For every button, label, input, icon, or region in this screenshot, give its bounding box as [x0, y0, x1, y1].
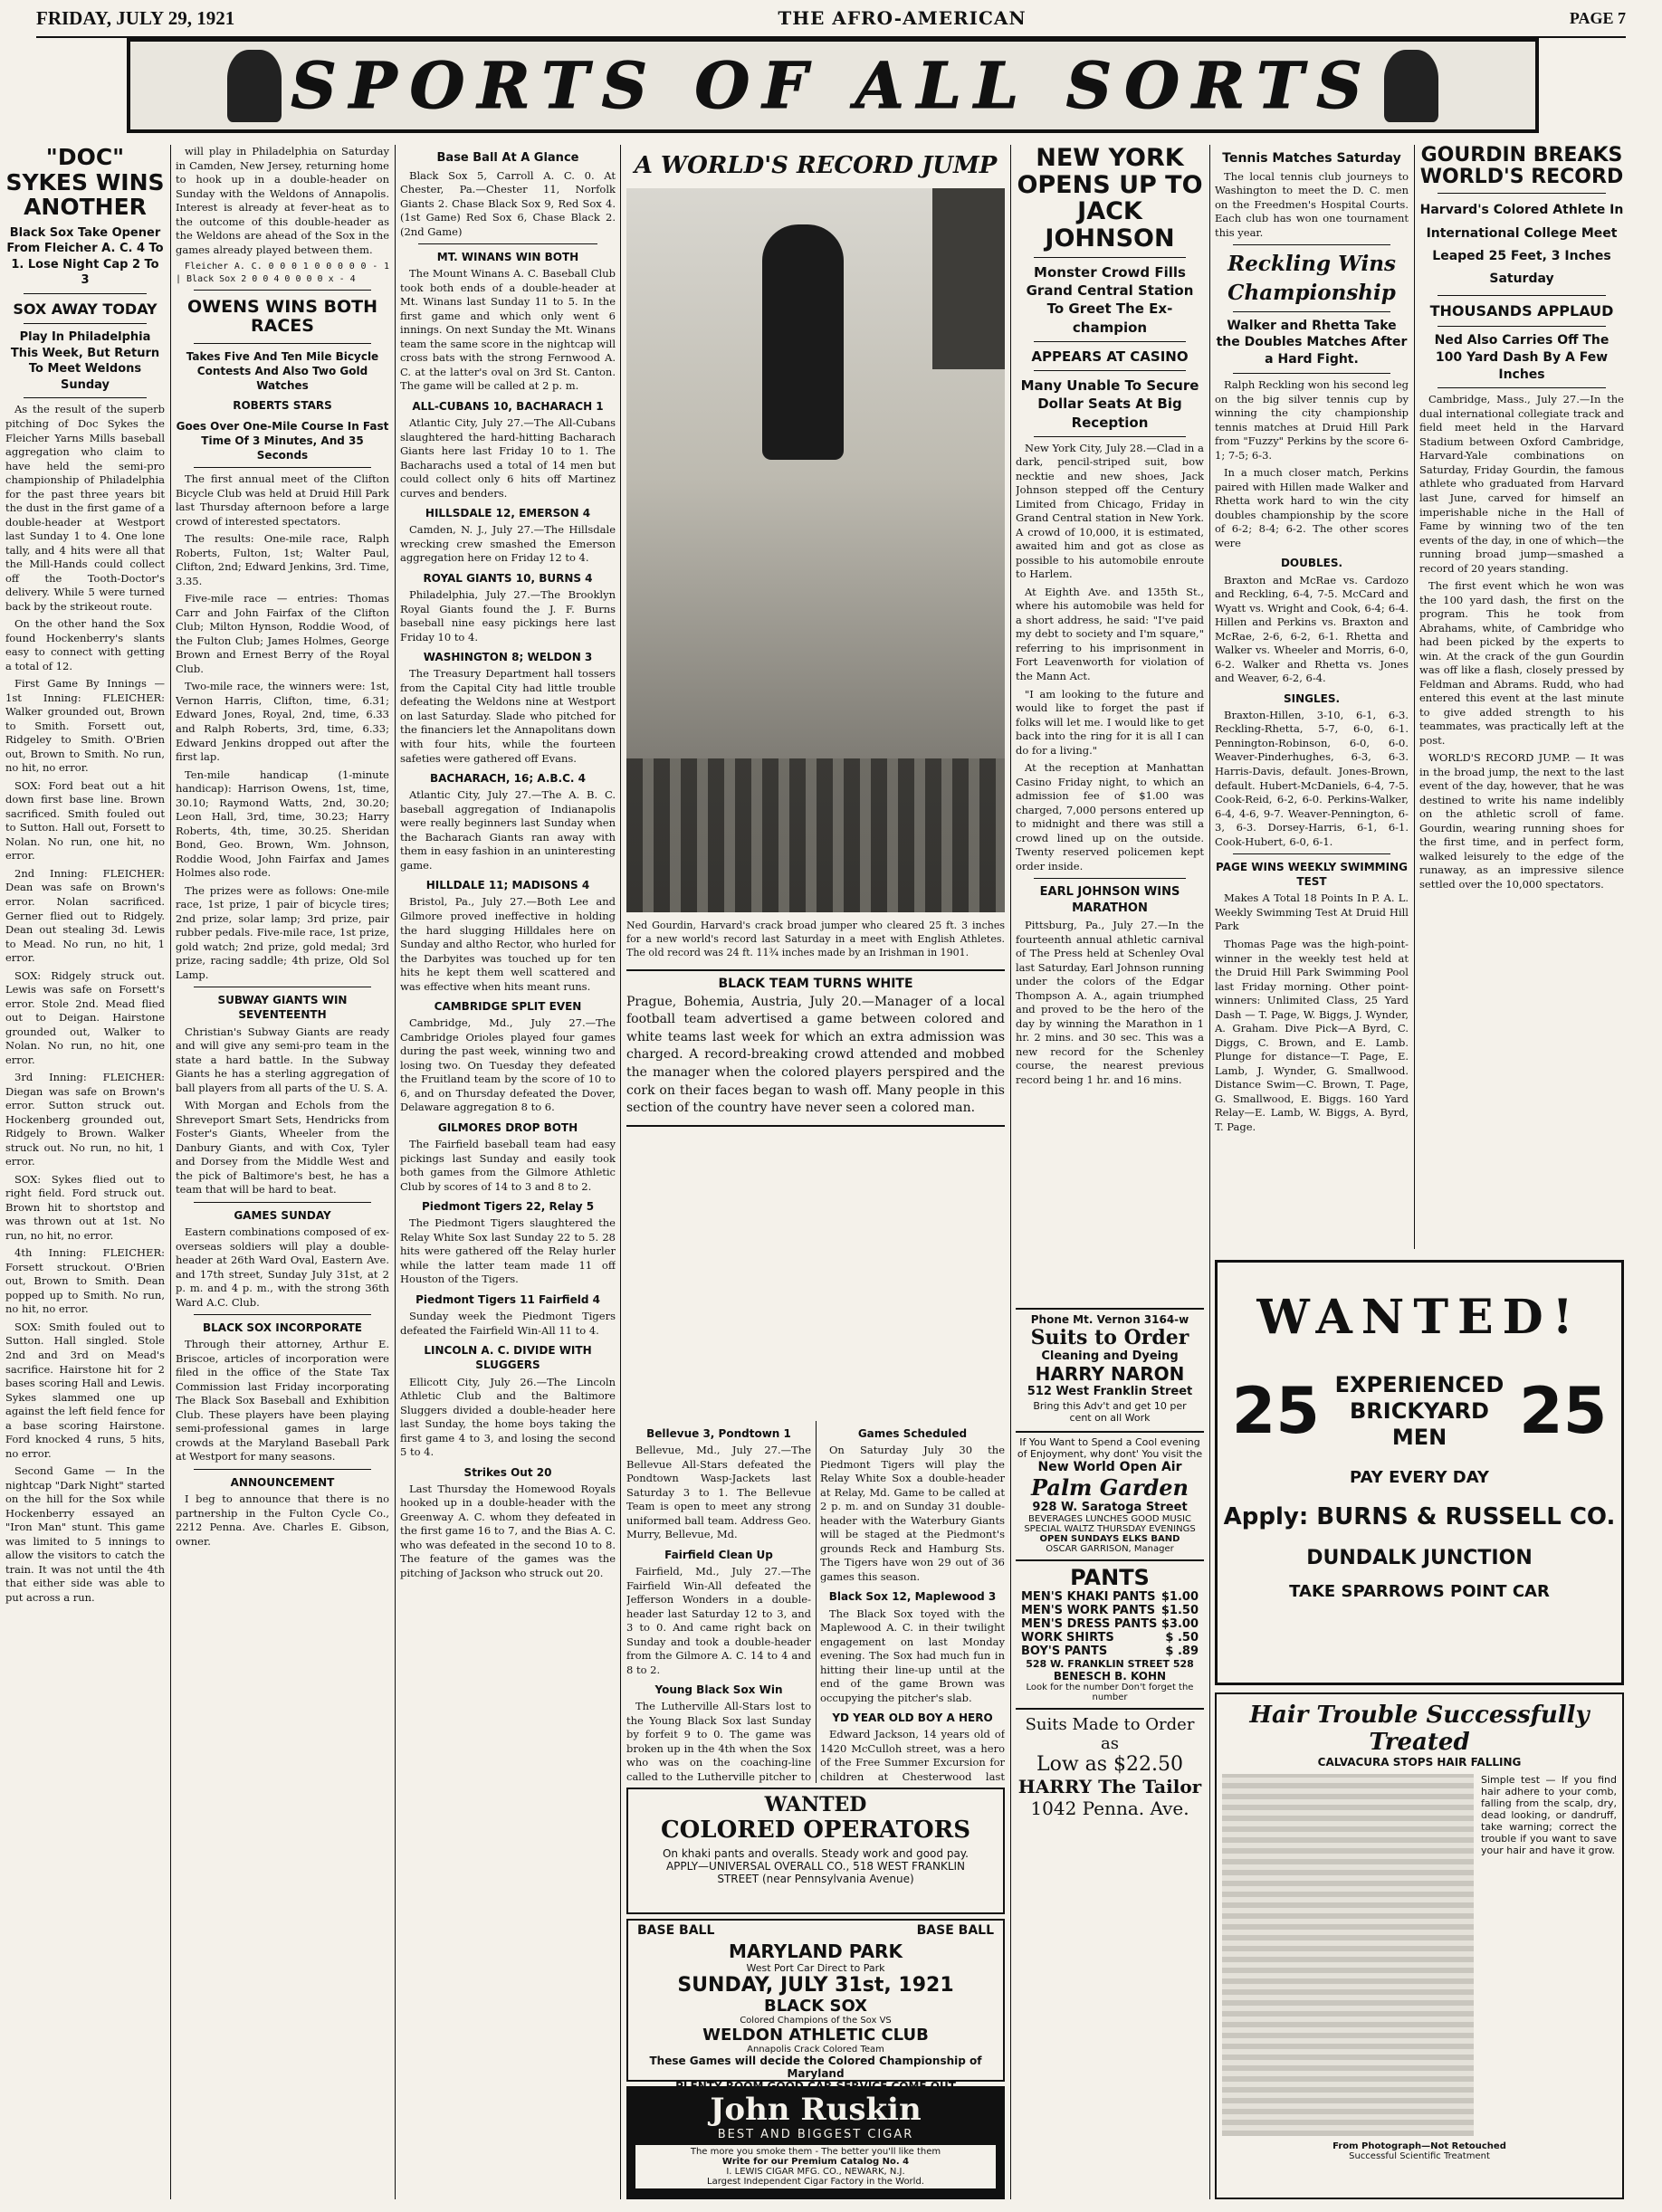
- ad-prop: OSCAR GARRISON, Manager: [1046, 1544, 1174, 1554]
- paragraph: Bristol, Pa., July 27.—Both Lee and Gilmore proved ineffective in holding the hard slugging Hilldales here on Sunday and altho Rector, who hurled for the Darbyites was touched up for ten hits he kept them well scattered and was effective when hits meant runs.: [400, 895, 616, 993]
- paragraph: Cambridge, Mass., July 27.—In the dual international collegiate track and field meet held in the Harvard Stadium between Oxford Cambridge, Harvard-Yale combinations on Saturday, Friday Gourdin, the famous athlete who graduated from Harvard last June, carved for himself an imperishable niche in the Hall of Fame by winning two of the ten events of the day, in one of which—the running broad jump—smashed a record of 20 years standing.: [1419, 393, 1624, 575]
- paragraph: SOX: Ridgely struck out. Lewis was safe on Forsett's error. Stole 2nd. Mead flied out to Deigan. Hairstone grounded out, Walker to Nolan. No run, no hit, one error.: [5, 968, 165, 1066]
- subhead: DOUBLES.: [1280, 557, 1343, 570]
- issue-date: FRIDAY, JULY 29, 1921: [36, 6, 235, 29]
- ad-phone: Phone Mt. Vernon 3164-w: [1030, 1313, 1189, 1326]
- subhead: HILLSDALE 12, EMERSON 4: [425, 507, 591, 520]
- paragraph: 2nd Inning: FLEICHER: Dean was safe on Brown's error. Nolan sacrificed. Gerner flied out to Ridgely. Dean out stealing 3d. Lewis to Mead. No run, no hit, 1 error.: [5, 866, 165, 965]
- article-sykes: [5, 145, 165, 2199]
- item-price: $1.00: [1161, 1590, 1199, 1604]
- headline: OWENS WINS BOTH RACES: [186, 297, 377, 337]
- subhead: Games Scheduled: [857, 1427, 968, 1440]
- versus: VS: [879, 2016, 892, 2026]
- baseball-briefs: [400, 145, 616, 2199]
- subhead: Strikes Out 20: [463, 1465, 552, 1479]
- paragraph: With Morgan and Echols from the Shreveport Smart Sets, Hendricks from Foster's Giants, Wheeler from the Danbury Giants, and with Cox, Tyler and Dorsey from the Middle West and the pick of Baltimore's best, he has a team that will be hard to beat.: [176, 1099, 389, 1197]
- paragraph: The first annual meet of the Clifton Bicycle Club was held at Druid Hill Park last Thursday afternoon before a large crowd of interested spectators.: [176, 472, 389, 528]
- paragraph: First Game By Innings — 1st Inning: FLEICHER: Walker grounded out, Brown to Smith. Forsett out, Ridgeley to Smith. O'Brien out, Brown to Smith. No run, no hit, no error.: [5, 677, 165, 775]
- harry-tailor-ad: [1016, 1708, 1204, 1819]
- ad-name: Palm Garden: [1030, 1474, 1189, 1501]
- calvacura-hair-ad: [1215, 1692, 1624, 2199]
- team-tagline: Annapolis Crack Colored Team: [747, 2045, 884, 2055]
- paragraph: Prague, Bohemia, Austria, July 20.—Manager of a local football team advertised a game between colored and white teams last week for which an extra admission was charged. A record-breaking crowd attended and mobbed the manager when the colored players perspired and the cork on their faces began to wash off. Many people in this section of the country have never seen a colored man.: [626, 994, 1005, 1116]
- ad-items: BEVERAGES LUNCHES GOOD MUSIC SPECIAL WALTZ THURSDAY EVENINGS: [1024, 1514, 1196, 1534]
- ad-body: Simple test — If you find hair adhere to your comb, falling from the scalp, dry, dead looking, or dandruff, take warning; correct the trouble if you want to save your hair and have it grow.: [1481, 1774, 1617, 1856]
- column-rule: [170, 145, 171, 2199]
- subhead: CAMBRIDGE SPLIT EVEN: [434, 1000, 582, 1014]
- column-rule: [816, 1421, 817, 1783]
- park-name: MARYLAND PARK: [729, 1940, 903, 1962]
- paragraph: New York City, July 28.—Clad in a dark, pencil-striped suit, bow necktie and new shoes, Jack Johnson stepped off the Century Limited from Chicago, Friday in Grand Central station in New York. A crowd of 10,000, it is estimated, awaited him and got as close as possible to his automobile enroute to Harlem.: [1016, 441, 1204, 581]
- subhead: Black Sox Take Opener From Fleicher A. C. 4 To 1. Lose Night Cap 2 To 3: [6, 225, 164, 288]
- paragraph: Ten-mile handicap (1-minute handicap): Harrison Owens, 1st, time, 30.10; Raymond Watts, 2nd, 30.20; Leon Hall, 3rd, time, 30.23; Harry Roberts, 4th, time, 30.25. Sheridan Bond, Geo. Brown, Wm. Johnson, Roddie Wood, John Fairfax and James Holmes also rode.: [176, 768, 389, 880]
- subhead: EARL JOHNSON WINS MARATHON: [1039, 885, 1180, 915]
- paragraph: The first event which he won was the 100 yard dash, the first on the program. This he took from Abrahams, white, of Cambridge who had been picked by the experts to win. At the crack of the gun Gourdin was off like a flash, closely pressed by Feldman and Abrams. Rudd, who had entered this event at the last minute to give added strength to his teammates, was practically left at the post.: [1419, 579, 1624, 747]
- ad-title: PANTS: [1070, 1565, 1150, 1590]
- ad-note: Look for the number Don't forget the number: [1026, 1683, 1194, 1702]
- team-tagline: Colored Champions of the Sox: [740, 2016, 877, 2026]
- banner-title: SPORTS OF ALL SORTS: [291, 48, 1375, 123]
- maryland-park-ad: [626, 1919, 1005, 2082]
- ad-name: BENESCH B. KOHN: [1053, 1670, 1167, 1683]
- wanted-brickyard-ad: [1215, 1260, 1624, 1685]
- brand-tagline: BEST AND BIGGEST CIGAR: [717, 2128, 914, 2141]
- ad-line: Suits Made to Order as: [1025, 1715, 1195, 1753]
- subhead: Base Ball At A Glance: [436, 151, 579, 165]
- subhead: Takes Five And Ten Mile Bicycle Contests And Also Two Gold Watches: [186, 349, 379, 393]
- subhead: ROYAL GIANTS 10, BURNS 4: [423, 571, 593, 585]
- article-jack-johnson: [1016, 145, 1204, 1303]
- ad-subtitle: COLORED OPERATORS: [660, 1816, 971, 1844]
- paragraph: Braxton and McRae vs. Cardozo and Reckling, 6-4, 7-5. McCard and Wyatt vs. Wright and Cook, 6-4; 6-4. Hillen and Perkins vs. Braxton and McRae, 2-6, 6-2, 6-1. Rhetta and Walker vs. Wheeler and Morris, 6-0, 6-2. Walker and Rhetta vs. Jones and Weaver, 6-2, 6-4.: [1215, 573, 1409, 685]
- paragraph: The Black Sox toyed with the Maplewood A. C. in their twilight engagement on last Monday evening. The Sox had much fun in hitting their line-up until at the end of the game Brown was occupying the pitcher's slab.: [820, 1607, 1005, 1704]
- paragraph: At the reception at Manhattan Casino Friday night, to which an admission fee of $1.00 was charged, 7,000 persons entered up to midnight and there was still a crowd lined up on the outside. Twenty reserved policemen kept order inside.: [1016, 761, 1204, 872]
- ad-title: Hair Trouble Successfully Treated: [1249, 1702, 1590, 1756]
- masthead: [36, 0, 1626, 36]
- paragraph: Black Sox 5, Carroll A. C. 0. At Chester, Pa.—Chester 11, Norfolk Giants 2. Chase Black Sox 9, Red Sox 4. (1st Game) Red Sox 6, Chase Black 2. (2nd Game): [400, 168, 616, 238]
- subhead: MT. WINANS WIN BOTH: [436, 251, 579, 264]
- subhead: Play In Philadelphia This Week, But Return To Meet Weldons Sunday: [10, 330, 160, 392]
- paragraph: As the result of the superb pitching of Doc Sykes the Fleicher Yarns Mills baseball aggregation who claim to have held the semi-pro championship of Philadelphia for the past three years bit the dust in the first game of a double-header at Westport last Sunday 1 to 4. One lone tally, and 4 hits were all that the Mill-Hands could collect off the Tooth-Doctor's delivery. While 5 were turned back by the strikeout route.: [5, 403, 165, 613]
- subhead: GILMORES DROP BOTH: [437, 1120, 578, 1134]
- item-price: $3.00: [1161, 1617, 1199, 1631]
- paragraph: Philadelphia, July 27.—The Brooklyn Royal Giants found the J. F. Burns baseball nine easy pickings here last Friday 10 to 4.: [400, 588, 616, 644]
- paragraph: The local tennis club journeys to Washington to meet the D. C. men on the Freedmen's Hospital Courts. Each club has won one tournament this year.: [1215, 169, 1409, 239]
- ad-offer: Bring this Adv't and get 10 per cent on all Work: [1033, 1400, 1187, 1424]
- local-briefs-left: [626, 1421, 811, 1783]
- ad-middle: EXPERIENCED BRICKYARD MEN: [1334, 1372, 1504, 1450]
- item-price: $ .50: [1165, 1631, 1199, 1645]
- team-name: WELDON ATHLETIC CLUB: [702, 2026, 929, 2045]
- pants-ad: [1016, 1559, 1204, 1702]
- article-owens: [176, 145, 389, 2199]
- ad-title: WANTED!: [1256, 1290, 1582, 1345]
- ad-address: 528 W. FRANKLIN STREET 528: [1026, 1658, 1194, 1670]
- game-date: SUNDAY, JULY 31st, 1921: [677, 1974, 954, 1997]
- paragraph: Ralph Reckling won his second leg on the big silver tennis cup by winning the city championship tennis matches at Druid Hill Park from "Fuzzy" Perkins by the score 6-1; 7-5; 6-3.: [1215, 378, 1409, 462]
- ad-lead: If You Want to Spend a Cool evening of Enjoyment, why dont' You visit the: [1017, 1436, 1203, 1460]
- subhead: Walker and Rhetta Take the Doubles Matches After a Hard Fight.: [1216, 318, 1408, 367]
- subhead: SOX AWAY TODAY: [13, 300, 158, 318]
- item-name: MEN'S WORK PANTS: [1021, 1604, 1156, 1617]
- paragraph: SOX: Smith fouled out to Sutton. Hall singled. Stole 2nd and 3rd on Mead's sacrifice. Hairstone hit for 2 bases scoring Hall and Lewis. Sykes slammed one up against the left field fence for a base scoring Hairstone. Ford knocked 4 runs, 5 hits, no error.: [5, 1320, 165, 1460]
- column-rule: [620, 145, 621, 2199]
- ad-place: DUNDALK JUNCTION: [1306, 1547, 1533, 1570]
- subhead: Piedmont Tigers 22, Relay 5: [421, 1200, 595, 1214]
- paragraph: SOX: Ford beat out a hit down first base line. Brown sacrificed. Smith fouled out to Sutton. Hall out, Forsett to Nolan. No run, one hit, no error.: [5, 778, 165, 863]
- subhead: Fairfield Clean Up: [664, 1548, 773, 1561]
- ad-title: WANTED: [764, 1793, 867, 1816]
- paragraph: The prizes were as follows: One-mile race, 1st prize, 1 pair of bicycle tires; 2nd prize, solar lamp; 3rd prize, pair rubber pedals. Five-mile race, 1st prize, gold watch; 2nd prize, gold medal; 3rd prize, racing saddle; 4th prize, Old Sol Lamp.: [176, 883, 389, 981]
- athlete-figure-left: [227, 50, 282, 122]
- paragraph: Last Thursday the Homewood Royals hooked up in a double-header with the Greenway A. C. whom they defeated in the first game 16 to 7, and the Bias A. C. who was defeated in the second 10 to 8. The feature of the games was the pitching of Jackson who struck out 20.: [400, 1482, 616, 1579]
- subhead: Monster Crowd Fills Grand Central Station To Greet The Ex-champion: [1026, 263, 1194, 336]
- headline: "DOC" SYKES WINS ANOTHER: [5, 145, 165, 220]
- paragraph: Bellevue, Md., July 27.—The Bellevue All-Stars defeated the Pondtown Wasp-Jackets last Saturday 3 to 1. The Bellevue Team is open to meet any strong uniformed ball team. Address Geo. Murry, Bellevue, Md.: [626, 1444, 811, 1541]
- ad-line: 1042 Penna. Ave.: [1030, 1797, 1189, 1819]
- subhead: WASHINGTON 8; WELDON 3: [423, 651, 593, 664]
- column-rule: [395, 145, 396, 2199]
- john-ruskin-cigar-ad: [626, 2086, 1005, 2199]
- ad-apply: Apply: BURNS & RUSSELL CO.: [1223, 1503, 1616, 1531]
- photo-headline: A WORLD'S RECORD JUMP: [634, 152, 998, 179]
- ad-small: Largest Independent Cigar Factory in the World.: [707, 2177, 924, 2187]
- column-rule: [1414, 145, 1415, 1249]
- column-rule: [1209, 145, 1210, 2199]
- item-name: MEN'S KHAKI PANTS: [1021, 1590, 1156, 1604]
- subhead: PAGE WINS WEEKLY SWIMMING TEST: [1216, 861, 1408, 889]
- item-name: WORK SHIRTS: [1021, 1631, 1114, 1645]
- subhead: Tennis Matches Saturday: [1222, 151, 1401, 166]
- paragraph: "I am looking to the future and would like to forget the past if folks will let me. I would like to get back into the ring for it is all I can do for a living.": [1016, 687, 1204, 757]
- article-tennis: [1215, 145, 1409, 1249]
- ad-line: Low as $22.50: [1036, 1753, 1184, 1776]
- directions: West Port Car Direct to Park: [746, 1962, 885, 1974]
- item-name: MEN'S DRESS PANTS: [1021, 1617, 1158, 1631]
- paragraph: Makes A Total 18 Points In P. A. L. Weekly Swimming Test At Druid Hill Park: [1215, 891, 1409, 933]
- palm-garden-ad: [1016, 1431, 1204, 1554]
- subhead: ALL-CUBANS 10, BACHARACH 1: [412, 399, 604, 413]
- ad-name: HARRY NARON: [1035, 1363, 1185, 1385]
- ad-address: 928 W. Saratoga Street: [1032, 1501, 1188, 1514]
- naron-ad: [1016, 1308, 1204, 1425]
- ad-body: On khaki pants and overalls. Steady work and good pay. APPLY—UNIVERSAL OVERALL CO., 518 WEST FRANKLIN STREET (near Pennsylvania Avenue): [662, 1847, 969, 1885]
- paragraph: At Eighth Ave. and 135th St., where his automobile was held for a short address, he said: "I've paid my debt to society and I'm square," referring to his imprisonment in Fort Leavenworth for violation of the Mann Act.: [1016, 585, 1204, 682]
- paragraph: Ellicott City, July 26.—The Lincoln Athletic Club and the Baltimore Sluggers divided a double-header here last Sunday, the home boys taking the first game 4 to 3, and losing the second 5 to 4.: [400, 1375, 616, 1459]
- paragraph: The Mount Winans A. C. Baseball Club took both ends of a double-header at Mt. Winans last Sunday 11 to 5. In the first game and which only went 6 innings. On next Sunday the Mt. Winans team the same score in the nightcap will cross bats with the strong Fernwood A. C. at the latter's oval on 3rd St. Canton. The game will be called at 2 p. m.: [400, 267, 616, 393]
- paragraph: Eastern combinations composed of ex-overseas soldiers will play a double-header at 26th Ward Oval, Eastern Ave. and 17th street, Sunday July 31st, at 2 p. m. and 4 p. m., with the strong 36th Ward A.C. Club.: [176, 1225, 389, 1309]
- ad-subtitle: CALVACURA STOPS HAIR FALLING: [1317, 1756, 1522, 1769]
- paragraph: WORLD'S RECORD JUMP. — It was in the broad jump, the next to the last event of the day, however, that he was destined to write his name indelibly on the athletic scroll of fame. Gourdin, wearing running shoes for the first time, and in perfect form, walked leisurely to the edge of the runaway, as an impressive silence settled over the 10,000 spectators.: [1419, 751, 1624, 891]
- ad-subtitle: Cleaning and Dyeing: [1041, 1349, 1179, 1363]
- ad-title: New World Open Air: [1037, 1460, 1182, 1474]
- paragraph: On Saturday July 30 the Piedmont Tigers will play the Relay White Sox a double-header at Relay, Md. Game to be called at 2 p. m. and on Sunday 31 double-header with the Waterbury Giants will be staged at the Piedmont's grounds Reck and Hamburg Sts. The Tigers have won 29 out of 36 games this season.: [820, 1444, 1005, 1583]
- wanted-operators-ad: [626, 1788, 1005, 1914]
- paragraph: Second Game — In the nightcap "Dark Night" started on the hill for the Sox while Hockenberry essayed an "Iron Man" stunt. This game was limited to 5 innings to allow the visitors to catch the train. It was not until the 4th that either side was able to put across a run.: [5, 1464, 165, 1604]
- subhead: BACHARACH, 16; A.B.C. 4: [429, 772, 587, 786]
- subhead: Bellevue 3, Pondtown 1: [646, 1427, 791, 1440]
- ad-line: The more you smoke them - The better you'll like them: [690, 2147, 941, 2157]
- ad-caption: From Photograph—Not Retouched: [1332, 2141, 1506, 2151]
- subhead: BLACK SOX INCORPORATE: [203, 1321, 362, 1335]
- ad-number: 25: [1231, 1374, 1320, 1449]
- paragraph: In a much closer match, Perkins paired with Hillen made Walker and Rhetta work hard to win the city doubles championship by the score of 6-2; 8-4; 6-2. The other scores were: [1215, 466, 1409, 549]
- paragraph: The Treasury Department hall tossers from the Capital City had little trouble defeating the Weldons nine at Westport on last Saturday. Slade who pitched for the financiers let the Annapolitans down with four hits, while the fourteen safeties were gathered off Evans.: [400, 667, 616, 765]
- world-record-feature: [626, 145, 1005, 1412]
- paragraph: Camden, N. J., July 27.—The Hillsdale wrecking crew smashed the Emerson aggregation here on Friday 12 to 4.: [400, 523, 616, 565]
- item-name: BOY'S PANTS: [1021, 1645, 1108, 1658]
- testimonial-text-block: [1222, 1774, 1474, 2136]
- ad-car: TAKE SPARROWS POINT CAR: [1289, 1582, 1550, 1602]
- col5-ads: [1016, 1308, 1204, 2199]
- paragraph: 3rd Inning: FLEICHER: Diegan was safe on Brown's error. Sutton struck out. Hockenberg grounded out, Ridgely to Brown. Walker struck out. No run, no hit, 1 error.: [5, 1071, 165, 1168]
- item-price: $1.50: [1161, 1604, 1199, 1617]
- column-rule: [1010, 145, 1011, 2199]
- team-name: BLACK SOX: [763, 1997, 868, 2016]
- subhead: GAMES SUNDAY: [234, 1208, 331, 1222]
- paragraph: I beg to announce that there is no partnership in the Fulton Cycle Co., 2212 Penna. Ave. Charles E. Gibson, owner.: [176, 1492, 389, 1548]
- article-gourdin: [1419, 145, 1624, 1249]
- subhead: Goes Over One-Mile Course In Fast Time Of 3 Minutes, And 35 Seconds: [176, 419, 389, 462]
- photo-caption: Ned Gourdin, Harvard's crack broad jumper who cleared 25 ft. 3 inches for a new world's record last Saturday in a meet with English Athletes. The old record was 24 ft. 11¾ inches made by an Irishman in 1901.: [626, 920, 1005, 958]
- paragraph: The results: One-mile race, Ralph Roberts, Fulton, 1st; Walter Paul, Clifton, 2nd; Edward Jenkins, 3rd. Time, 3.35.: [176, 532, 389, 587]
- paragraph: Atlantic City, July 27.—The A. B. C. baseball aggregation of Indianapolis were really beginners last Sunday when the Bacharach Giants ran away with them in easy fashion in an uninteresting game.: [400, 788, 616, 872]
- page-number: PAGE 7: [1569, 8, 1626, 27]
- ad-note: These Games will decide the Colored Championship of Maryland: [649, 2055, 982, 2080]
- subhead: SUBWAY GIANTS WIN SEVENTEENTH: [217, 994, 348, 1022]
- box-score: Fleicher A. C. 0 0 0 1 0 0 0 0 0 - 1 | Black Sox 2 0 0 4 0 0 0 0 x - 4: [176, 262, 389, 284]
- paragraph: The Fairfield baseball team had easy pickings last Sunday and easily took both games from the Gilmore Athletic Club by scores of 14 to 3 and 8 to 2.: [400, 1138, 616, 1193]
- ad-address: 512 West Franklin Street: [1027, 1385, 1193, 1398]
- ad-line: HARRY The Tailor: [1017, 1776, 1202, 1797]
- subhead: BLACK TEAM TURNS WHITE: [718, 976, 913, 991]
- paragraph: Sunday week the Piedmont Tigers defeated the Fairfield Win-All 11 to 4.: [400, 1310, 616, 1337]
- section-banner: [127, 38, 1539, 133]
- brand-name: John Ruskin: [710, 2092, 922, 2128]
- subhead: Harvard's Colored Athlete In International College Meet Leaped 25 Feet, 3 Inches Saturday: [1419, 203, 1624, 286]
- subhead: Many Unable To Secure Dollar Seats At Big Reception: [1020, 377, 1199, 431]
- ad-title: Suits to Order: [1030, 1326, 1189, 1349]
- ad-tag: BASE BALL: [637, 1923, 715, 1938]
- paragraph: Atlantic City, July 27.—The All-Cubans slaughtered the hard-hitting Bacharach Giants here last Friday 10 to 1. The Bacharachs used a total of 14 men but could collect only 6 hits off Martinez curves and benders.: [400, 416, 616, 500]
- subhead: LINCOLN A. C. DIVIDE WITH SLUGGERS: [424, 1344, 592, 1372]
- jumper-figure: [762, 224, 844, 460]
- paragraph: Christian's Subway Giants are ready and will give any semi-pro team in the state a hard battle. In the Subway Giants he has a sterling aggregation of ball players from all parts of the U. S. A.: [176, 1025, 389, 1094]
- subhead: APPEARS AT CASINO: [1031, 348, 1189, 365]
- subhead: SINGLES.: [1283, 691, 1341, 705]
- paragraph: Five-mile race — entries: Thomas Carr and John Fairfax of the Clifton Club; Milton Hynson, Roddie Wood, of the Fulton Club; James Holmes, George Brown and Ernest Berry of the Royal Club.: [176, 592, 389, 675]
- ad-offer: Write for our Premium Catalog No. 4: [721, 2157, 910, 2167]
- paragraph: Edward Jackson, 14 years old of 1420 McCulloh street, was a hero of the Free Summer Excursion for children at Chesterwood last: [820, 1728, 1005, 1783]
- subhead: Black Sox 12, Maplewood 3: [828, 1590, 997, 1604]
- paragraph: Through their attorney, Arthur E. Briscoe, articles of incorporation were filed in the office of the State Tax Commission last Friday incorporating The Black Sox Baseball and Exhibition Club. These players have been playing semi-professional games in large crowds at the Maryland Baseball Park at Westport for many seasons.: [176, 1338, 389, 1464]
- paragraph: Two-mile race, the winners were: 1st, Vernon Harris, Clifton, time, 6.31; Edward Jones, Royal, 2nd, time, 6.33 and Ralph Roberts, 3rd, time, 6.33; Edward Jenkins dropped out after the first lap.: [176, 680, 389, 764]
- ad-number: 25: [1519, 1374, 1608, 1449]
- subhead: Ned Also Carries Off The 100 Yard Dash By A Few Inches: [1434, 332, 1609, 382]
- ad-tag: BASE BALL: [916, 1923, 994, 1938]
- paragraph: Cambridge, Md., July 27.—The Cambridge Orioles played four games during the past week, winning two and losing two. On Tuesday they defeated the Fruitland team by the score of 10 to 6, and on Thursday defeated the Dover, Delaware aggregation 8 to 6.: [400, 1016, 616, 1114]
- headline: GOURDIN BREAKS WORLD'S RECORD: [1419, 145, 1624, 189]
- item-price: $ .89: [1165, 1645, 1199, 1658]
- paragraph: Braxton-Hillen, 3-10, 6-1, 6-3. Reckling-Rhetta, 5-7, 6-0, 6-1. Pennington-Robinson, 6-0, 6-0. Weaver-Pinderhughes, 6-3, 6-3. Harris-Davis, default. Jones-Brown, default. Hubert-McDaniels, 6-4, 7-5. Cook-Reid, 6-2, 6-0. Perkins-Walker, 6-4, 4-6, 9-7. Weaver-Pennington, 6-3, 6-3. Dorsey-Harris, 6-1, 6-1. Cook-Hubert, 6-0, 6-1.: [1215, 708, 1409, 848]
- ad-maker: I. LEWIS CIGAR MFG. CO., NEWARK, N.J.: [726, 2167, 905, 2177]
- subhead: THOUSANDS APPLAUD: [1429, 302, 1614, 320]
- ad-open: OPEN SUNDAYS ELKS BAND: [1039, 1534, 1180, 1544]
- paragraph: The Lutherville All-Stars lost to the Young Black Sox last Sunday by forfeit 9 to 0. The game was broken up in the 4th when the Sox who was on the coaching-line called to the Lutherville pitcher to: [626, 1700, 811, 1783]
- paragraph: The Piedmont Tigers slaughtered the Relay White Sox last Sunday 22 to 5. 28 hits were gathered off the Relay hurler while the latter team made 11 off Houston of the Tigers.: [400, 1216, 616, 1286]
- subhead: YD YEAR OLD BOY A HERO: [832, 1711, 993, 1725]
- headline: NEW YORK OPENS UP TO JACK JOHNSON: [1017, 145, 1203, 253]
- subhead: ANNOUNCEMENT: [230, 1475, 335, 1489]
- paragraph: will play in Philadelphia on Saturday in Camden, New Jersey, returning home to hook up in a double-header on Sunday with the Weldons of Annapolis. Interest is already at fever-heat as to the outcome of this double-header as the Weldons are ahead of the Sox in the games already played between them.: [176, 145, 389, 256]
- headline: Reckling Wins Championship: [1227, 252, 1396, 305]
- paragraph: Fairfield, Md., July 27.—The Fairfield Win-All defeated the Jefferson Wonders in a double-header last Saturday 12 to 3, and 3 to 0. And came right back on Sunday and took a double-header from the Gilmore A. C. 14 to 4 and 8 to 2.: [626, 1564, 811, 1676]
- paper-name: THE AFRO-AMERICAN: [778, 7, 1027, 29]
- ad-pay: PAY EVERY DAY: [1350, 1468, 1489, 1488]
- paragraph: SOX: Sykes flied out to right field. Ford struck out. Brown hit to shortstop and was thrown out at 1st. No run, no hit, no error.: [5, 1172, 165, 1242]
- paragraph: Thomas Page was the high-point-winner in the weekly test held at the Druid Hill Park Swimming Pool last Friday morning. Other point-winners: Unlimited Class, 25 Yard Dash — T. Page, W. Biggs, J. Wynder, A. Graham. Dive Pick—A Byrd, C. Diggs, C. Brown, and E. Lamb. Plunge for distance—T. Page, E. Lamb, J. Wynder, G. Smallwood. Distance Swim—C. Brown, T. Page, G. Smallwood, E. Biggs. 160 Yard Relay—E. Lamb, W. Biggs, A. Byrd, T. Page.: [1215, 938, 1409, 1133]
- paragraph: Pittsburg, Pa., July 27.—In the fourteenth annual athletic carnival of The Press held at Schenley Oval last Saturday, Earl Johnson running under the colors of the Edgar Thompson A. A., again triumphed and proved to be the hero of the day by winning the Marathon in 1 hr. 2 mins. and 30 sec. This was a new record for the Schenley course, the nearest previous record being 1 hr. and 16 mins.: [1016, 919, 1204, 1086]
- subhead: Piedmont Tigers 11 Fairfield 4: [416, 1292, 600, 1306]
- ad-caption: Successful Scientific Treatment: [1349, 2151, 1490, 2161]
- local-briefs-right: [820, 1421, 1005, 1783]
- paragraph: On the other hand the Sox found Hockenberry's slants easy to connect with getting a total of 12.: [5, 617, 165, 672]
- subhead: ROBERTS STARS: [233, 399, 332, 413]
- subhead: Young Black Sox Win: [654, 1683, 783, 1697]
- gourdin-jump-photo: [626, 188, 1005, 912]
- paragraph: 4th Inning: FLEICHER: Forsett struckout. O'Brien out, Brown to Smith. Dean popped up to Smith. No run, no hit, no error.: [5, 1246, 165, 1316]
- subhead: HILLDALE 11; MADISONS 4: [425, 879, 590, 892]
- athlete-figure-right: [1384, 50, 1438, 122]
